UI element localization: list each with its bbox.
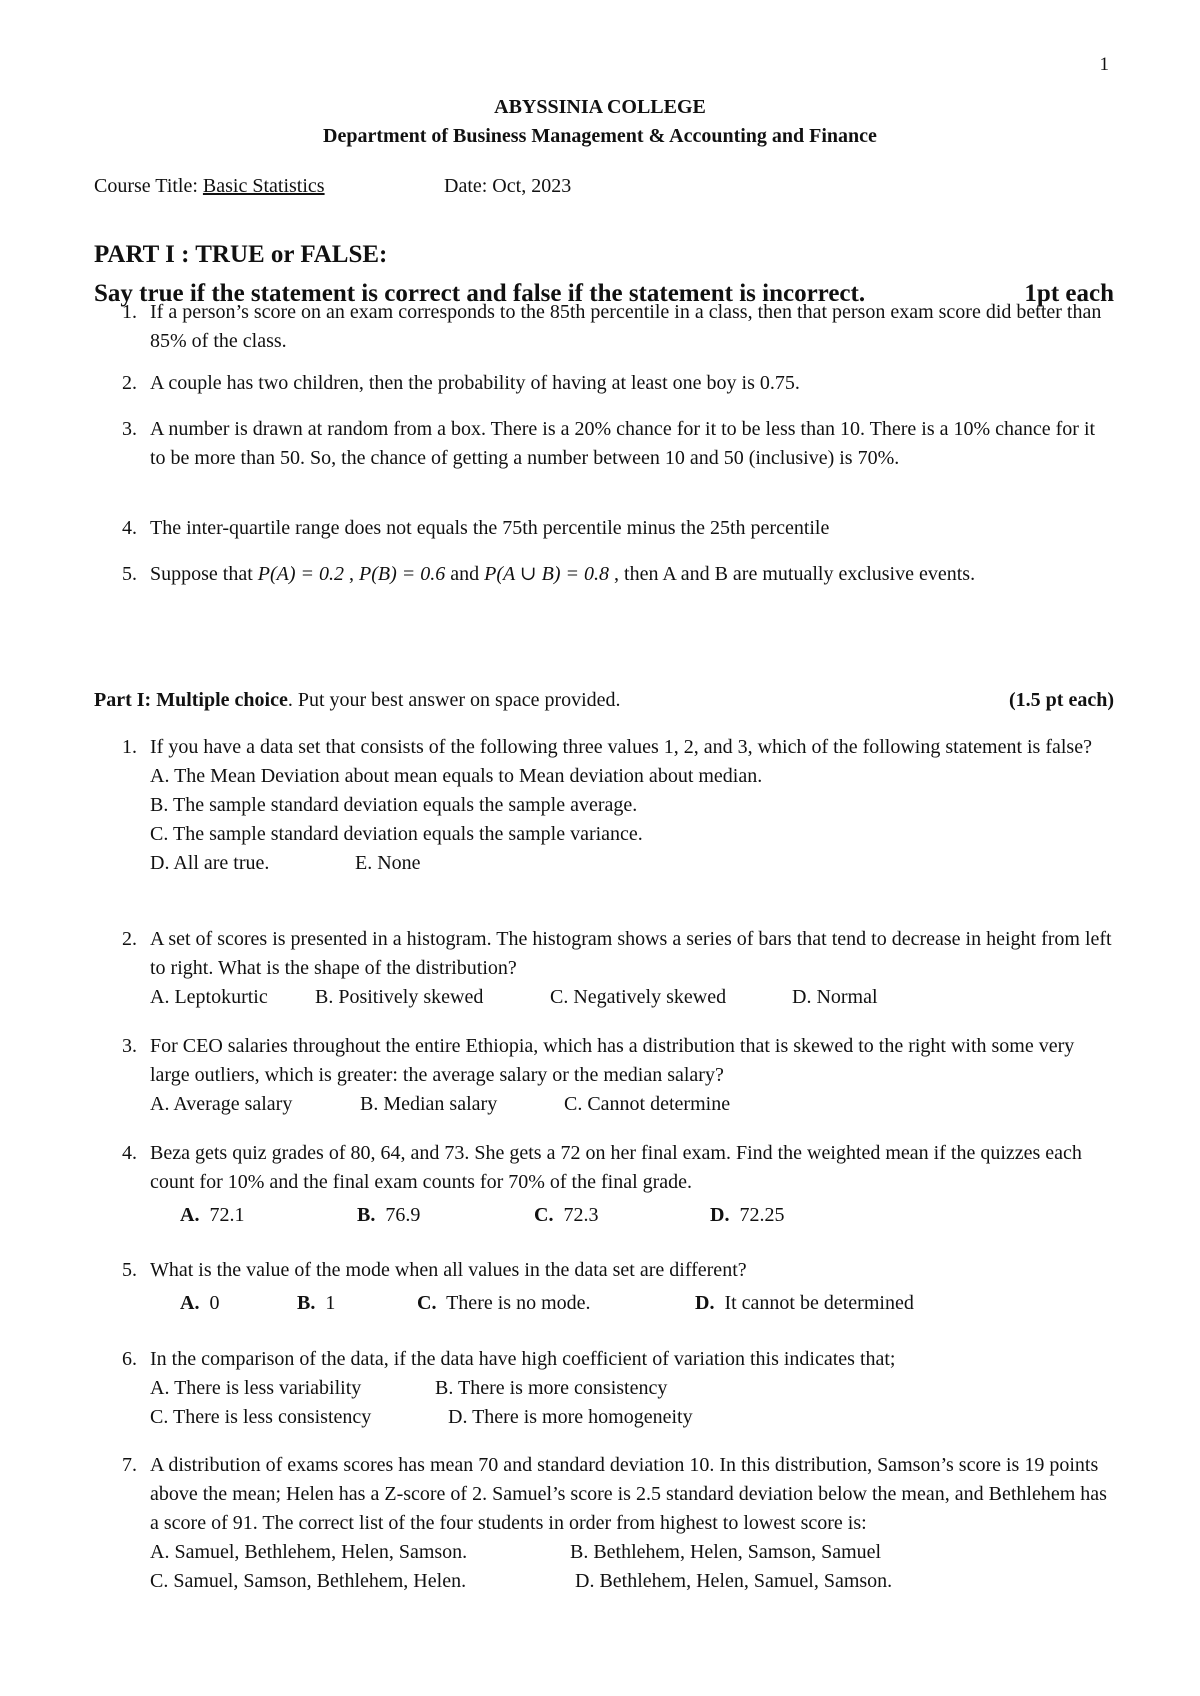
question-text: A couple has two children, then the probability of having at least one boy is 0.75.: [150, 372, 800, 394]
part1-points: 1pt each: [1024, 280, 1114, 307]
tf-question: [122, 298, 1114, 356]
question-number: 1.: [122, 301, 137, 323]
tf-question: [122, 514, 1114, 543]
part1-heading: PART I : TRUE or FALSE:: [94, 241, 388, 268]
part2-heading-rest: . Put your best answer on space provided.: [287, 689, 621, 711]
option: A. Average salary: [150, 1093, 293, 1115]
option: A. Samuel, Bethlehem, Helen, Samson.: [150, 1541, 468, 1563]
formula-pab: P(A ∪ B) = 0.8: [484, 563, 610, 585]
part2-heading: [94, 686, 1114, 715]
option: B. 1: [297, 1292, 336, 1314]
option: B. Bethlehem, Helen, Samson, Samuel: [570, 1541, 882, 1563]
mc-question: [122, 1451, 1114, 1596]
option: A. Leptokurtic: [150, 986, 268, 1008]
question-text: What is the value of the mode when all values in the data set are different?: [150, 1259, 747, 1281]
question-text: Beza gets quiz grades of 80, 64, and 73. She gets a 72 on her final exam. Find the weighted mean if the quizzes each count for 10% and the final exam counts for 70% of the final grade.: [150, 1142, 1082, 1193]
option: C. 72.3: [534, 1204, 599, 1226]
option: B. There is more consistency: [435, 1377, 668, 1399]
option: C. Samuel, Samson, Bethlehem, Helen.: [150, 1570, 467, 1592]
page-number: 1: [1099, 54, 1109, 75]
exam-date: Date: Oct, 2023: [444, 175, 572, 197]
tf-question: [122, 560, 1114, 589]
question-text: The inter-quartile range does not equals the 75th percentile minus the 25th percentile: [150, 517, 830, 539]
question-number: 7.: [122, 1454, 137, 1476]
mc-question: [122, 1345, 1114, 1432]
question-text: If a person’s score on an exam corresponds to the 85th percentile in a class, then that person exam score did better than 85% of the class.: [150, 301, 1102, 352]
tf-question: [122, 415, 1114, 473]
option: A. The Mean Deviation about mean equals to Mean deviation about median.: [150, 765, 763, 787]
tf-question: [122, 369, 1114, 398]
question-text: If you have a data set that consists of the following three values 1, 2, and 3, which of the following statement is false?: [150, 736, 1092, 758]
course-title: Basic Statistics: [202, 175, 325, 197]
option: C. There is less consistency: [150, 1406, 372, 1428]
question-text: Suppose that P(A) = 0.2 , P(B) = 0.6 and P(A ∪ B) = 0.8 , then A and B are mutually exclusive events.: [150, 563, 976, 585]
question-text: For CEO salaries throughout the entire Ethiopia, which has a distribution that is skewed to the right with some very large outliers, which is greater: the average salary or the median salary?: [150, 1035, 1075, 1086]
option: B. The sample standard deviation equals the sample average.: [150, 794, 638, 816]
mc-question: [122, 733, 1114, 878]
question-number: 1.: [122, 736, 137, 758]
question-number: 3.: [122, 1035, 137, 1057]
course-label: Course Title:: [94, 175, 203, 197]
question-text: In the comparison of the data, if the data have high coefficient of variation this indicates that;: [150, 1348, 896, 1370]
option: C. The sample standard deviation equals the sample variance.: [150, 823, 643, 845]
mc-question: [122, 925, 1114, 1012]
mc-question: [122, 1032, 1114, 1119]
option: B. Positively skewed: [315, 986, 484, 1008]
mc-question: [122, 1256, 1114, 1318]
part1-instruction-text: Say true if the statement is correct and false if the statement is incorrect.: [94, 280, 866, 307]
formula-pa: P(A) = 0.2: [257, 563, 345, 585]
part2-heading-bold: Part I: Multiple choice: [94, 689, 288, 711]
option: D. There is more homogeneity: [448, 1406, 693, 1428]
option: B. 76.9: [357, 1204, 421, 1226]
option: C. Cannot determine: [564, 1093, 731, 1115]
question-text: A distribution of exams scores has mean 70 and standard deviation 10. In this distribution, Samson’s score is 19 points above the mean; Helen has a Z-score of 2. Samuel’s score is 2.5 standard deviation below the mean, and Bethlehem has a score of 91. The correct list of the four students in order from highest to lowest score is:: [150, 1454, 1107, 1534]
option: A. 72.1: [180, 1204, 245, 1226]
question-text: A set of scores is presented in a histogram. The histogram shows a series of bars that tend to decrease in height from left to right. What is the shape of the distribution?: [150, 928, 1112, 979]
option: C. There is no mode.: [417, 1292, 591, 1314]
option: D. All are true.: [150, 852, 270, 874]
question-text: A number is drawn at random from a box. There is a 20% chance for it to be less than 10. There is a 10% chance for it to be more than 50. So, the chance of getting a number between 10 and 50 (inclusive) is 70%.: [150, 418, 1096, 469]
question-number: 4.: [122, 1142, 137, 1164]
option: D. It cannot be determined: [695, 1292, 914, 1314]
department-name: Department of Business Management & Accounting and Finance: [323, 125, 877, 147]
question-number: 2.: [122, 372, 137, 394]
option: A. There is less variability: [150, 1377, 362, 1399]
question-number: 2.: [122, 928, 137, 950]
course-line: [94, 172, 572, 201]
question-number: 5.: [122, 1259, 137, 1281]
mc-question: [122, 1139, 1114, 1230]
question-number: 6.: [122, 1348, 137, 1370]
option: D. Normal: [792, 986, 878, 1008]
question-number: 5.: [122, 563, 137, 585]
option: D. Bethlehem, Helen, Samuel, Samson.: [575, 1570, 893, 1592]
option: A. 0: [180, 1292, 220, 1314]
part2-points: (1.5 pt each): [1009, 689, 1114, 711]
option: E. None: [355, 852, 421, 874]
formula-pb: P(B) = 0.6: [359, 563, 446, 585]
option: B. Median salary: [360, 1093, 498, 1115]
option: D. 72.25: [710, 1204, 785, 1226]
college-name: ABYSSINIA COLLEGE: [494, 96, 706, 118]
question-number: 3.: [122, 418, 137, 440]
option: C. Negatively skewed: [550, 986, 727, 1008]
question-number: 4.: [122, 517, 137, 539]
